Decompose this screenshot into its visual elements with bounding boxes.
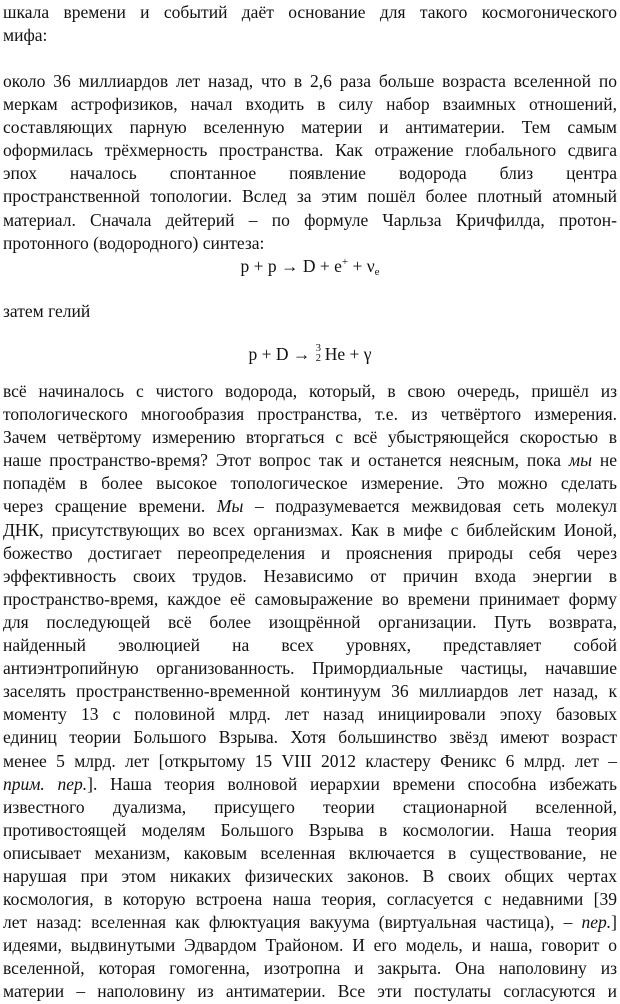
text-line: заселять пространственно-временной континуум 36 миллиардов лет назад, к [3, 681, 617, 702]
italic-text: прим. пер. [3, 773, 88, 794]
text-line: мифа: [3, 25, 48, 46]
formula-superscript: + [341, 256, 349, 268]
text-line: пространство-время, каждое её самовыражение во времени принимает форму [3, 588, 617, 609]
text-line: менее 5 млрд. лет [открытому 15 VIII 2012 кластеру Феникс 6 млрд. лет – [3, 750, 617, 771]
text-line: известного дуализма, присущего теории стационарной вселенной, [3, 796, 617, 817]
text-line: наше пространство-время? Этот вопрос так и останется неясным, пока мы не [3, 450, 617, 471]
paragraph-long [3, 380, 617, 1004]
text-line: моменту 13 с половиной млрд. лет назад инициировали эпоху базовых [3, 704, 617, 725]
text-line: около 36 миллиардов лет назад, что в 2,6 раза больше возраста вселенной по [3, 71, 617, 91]
text-line: попадём в более высокое топологическое измерение. Это можно сделать [3, 473, 617, 494]
text-line: всё начиналось с чистого водорода, который, в свою очередь, пришёл из [3, 381, 617, 401]
text-line: топологического многообразия пространства, т.е. из четвёртого измерения. [3, 404, 617, 425]
text-line: Зачем четвёртому измерению вторгаться с всё убыстряющейся скоростью в [3, 427, 617, 448]
text-line: ДНК, присутствующих во всех организмах. Как в мифе с библейским Ионой, [3, 519, 617, 540]
text-line: найденный эволюцией на всех уровнях, представляет собой [3, 635, 617, 656]
atomic-number: 2 [315, 353, 321, 364]
text-line: божество достигает переопределения и прояснения природы себя через [3, 542, 617, 563]
text-line: вселенной, которая гомогенна, изотропна и закрыта. Она наполовину из [3, 958, 617, 979]
mass-number: 3 [315, 343, 321, 354]
text-line: прим. пер.]. Наша теория волновой иерархии времени способна избежать [3, 773, 617, 794]
text-line: единиц теории Большого Взрыва. Хотя большинство звёзд имеют возраст [3, 727, 617, 748]
text-line: материи – наполовину из антиматерии. Все эти постулаты согласуются и [3, 981, 617, 1002]
paragraph-main [3, 70, 617, 255]
nuclide-notation [315, 343, 325, 364]
text-line: противостоящей моделям Большого Взрыва в космологии. Наша теория [3, 819, 617, 840]
text-line: протонного (водородного) синтеза: [3, 232, 265, 253]
text-line: пространственной топологии. Вслед за этим пошёл более плотный атомный [3, 186, 617, 207]
text-line: эпох началось спонтанное появление водорода близ центра [3, 163, 617, 184]
text-line: антиэнтропийную организованность. Примордиальные частицы, начавшие [3, 658, 617, 679]
formula-helium [0, 343, 620, 366]
text-line: составляющих парную вселенную материи и антиматерии. Тем самым [3, 117, 617, 138]
italic-text: мы [568, 450, 592, 471]
formula-deuterium [0, 255, 620, 278]
paragraph-then [3, 300, 617, 323]
text-line: описывает механизм, каковым вселенная включается в существование, не [3, 842, 617, 863]
text-line: для последующей всё более изощрённой организации. Путь возврата, [3, 611, 617, 632]
text-line: оформилась трёхмерность пространства. Как отражение глобального сдвига [3, 140, 617, 161]
formula-subscript: e [374, 266, 380, 278]
text-line: нарушая при этом никаких физических законов. В своих общих чертах [3, 865, 617, 886]
text-line: шкала времени и событий даёт основание для такого космогонического [3, 2, 617, 22]
text-line: космология, в которую встроена наша теория, согласуется с недавними [39 [3, 889, 617, 910]
italic-text: пер. [581, 912, 612, 933]
formula-text: He + γ [324, 344, 372, 364]
text-line: через сращение времени. Мы – подразумевается межвидовая сеть молекул [3, 496, 618, 517]
text-line: эффективность своих трудов. Независимо от причин входа энергии в [3, 565, 617, 586]
formula-text: + ν [348, 256, 375, 276]
paragraph-intro [3, 1, 617, 47]
text-line: затем гелий [3, 301, 91, 321]
italic-text: Мы [216, 496, 244, 517]
text-line: меркам астрофизиков, начал входить в силу набор взаимных отношений, [3, 94, 617, 115]
text-line: идеями, выдвинутыми Эдвардом Трайоном. И его модель, и наша, говорит о [3, 935, 617, 956]
formula-text: p + D → [248, 344, 315, 364]
text-line: материал. Сначала дейтерий – по формуле Чарльза Кричфилда, протон- [3, 209, 617, 230]
text-line: лет назад: вселенная как флюктуация вакуума (виртуальная частица), – пер.] [3, 912, 617, 933]
formula-text: p + p → D + e [240, 256, 342, 276]
